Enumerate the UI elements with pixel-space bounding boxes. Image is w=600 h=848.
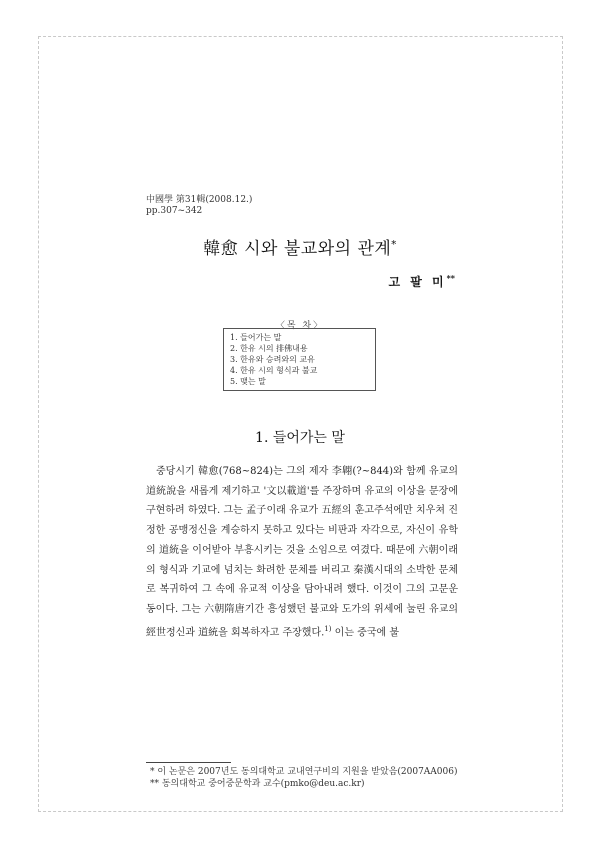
journal-issue: 中國學 第31輯(2008.12.) — [146, 195, 253, 205]
footnote-ref: 1) — [324, 624, 332, 633]
toc-item: 5. 맺는 말 — [230, 377, 266, 386]
toc-item: 4. 한유 시의 형식과 불교 — [230, 366, 318, 375]
toc-item: 3. 한유와 승려와의 교유 — [230, 355, 315, 364]
footnote-divider — [146, 762, 231, 763]
section-heading: 1. 들어가는 말 — [255, 430, 345, 446]
paper-title — [0, 234, 600, 259]
table-of-contents — [223, 328, 376, 391]
body-text: 중당시기 韓愈(768~824)는 그의 제자 李翺(?~844)와 함께 유교의 道統說을 새롭게 제기하고 '文以載道'를 주장하며 유교의 이상을 문장에 구현하려 하였다. 그는 孟子이래 유교가 五經의 훈고주석에만 치우쳐 진정한 공맹정신을 계승하지 못하고 있다는 비판과 자각으로, 자신이 유학의 道統을 이어받아 부흥시키는 것을 소임으로 여겼다. 때문에 六朝이래의 형식과 기교에 넘치는 화려한 문체를 버리고 秦漢시대의 소박한 문체로 복귀하여 그 속에 유교적 이상을 담아내려 했다. 이것이 그의 고문운동이다. 그는 六朝隋唐기간 흥성했던 불교와 도가의 위세에 눌린 유교의 經世정신과 道統을 회복하자고 주장했다. — [146, 466, 458, 638]
footnotes — [150, 766, 458, 790]
paper-title-text: 韓愈 시와 불교와의 관계 — [203, 239, 392, 259]
footnote: ** 동의대학교 중어중문학과 교수(pmko@deu.ac.kr) — [150, 779, 365, 789]
author-name: 고 팔 미 — [388, 275, 447, 289]
body-continuation: 이는 중국에 불 — [331, 626, 399, 638]
author-footnote-mark: ** — [446, 273, 455, 283]
author — [388, 273, 455, 290]
toc-item: 1. 들어가는 말 — [230, 333, 282, 342]
toc-item: 2. 한유 시의 排佛내용 — [230, 344, 308, 353]
journal-info — [146, 195, 252, 217]
page-frame — [38, 36, 563, 812]
journal-pages: pp.307~342 — [146, 206, 203, 216]
footnote: * 이 논문은 2007년도 동의대학교 교내연구비의 지원을 받았음(2007AA006) — [150, 767, 458, 777]
title-footnote-mark: * — [391, 239, 397, 251]
body-paragraph — [146, 462, 458, 643]
toc-heading: 〈목 차〉 — [275, 321, 325, 331]
